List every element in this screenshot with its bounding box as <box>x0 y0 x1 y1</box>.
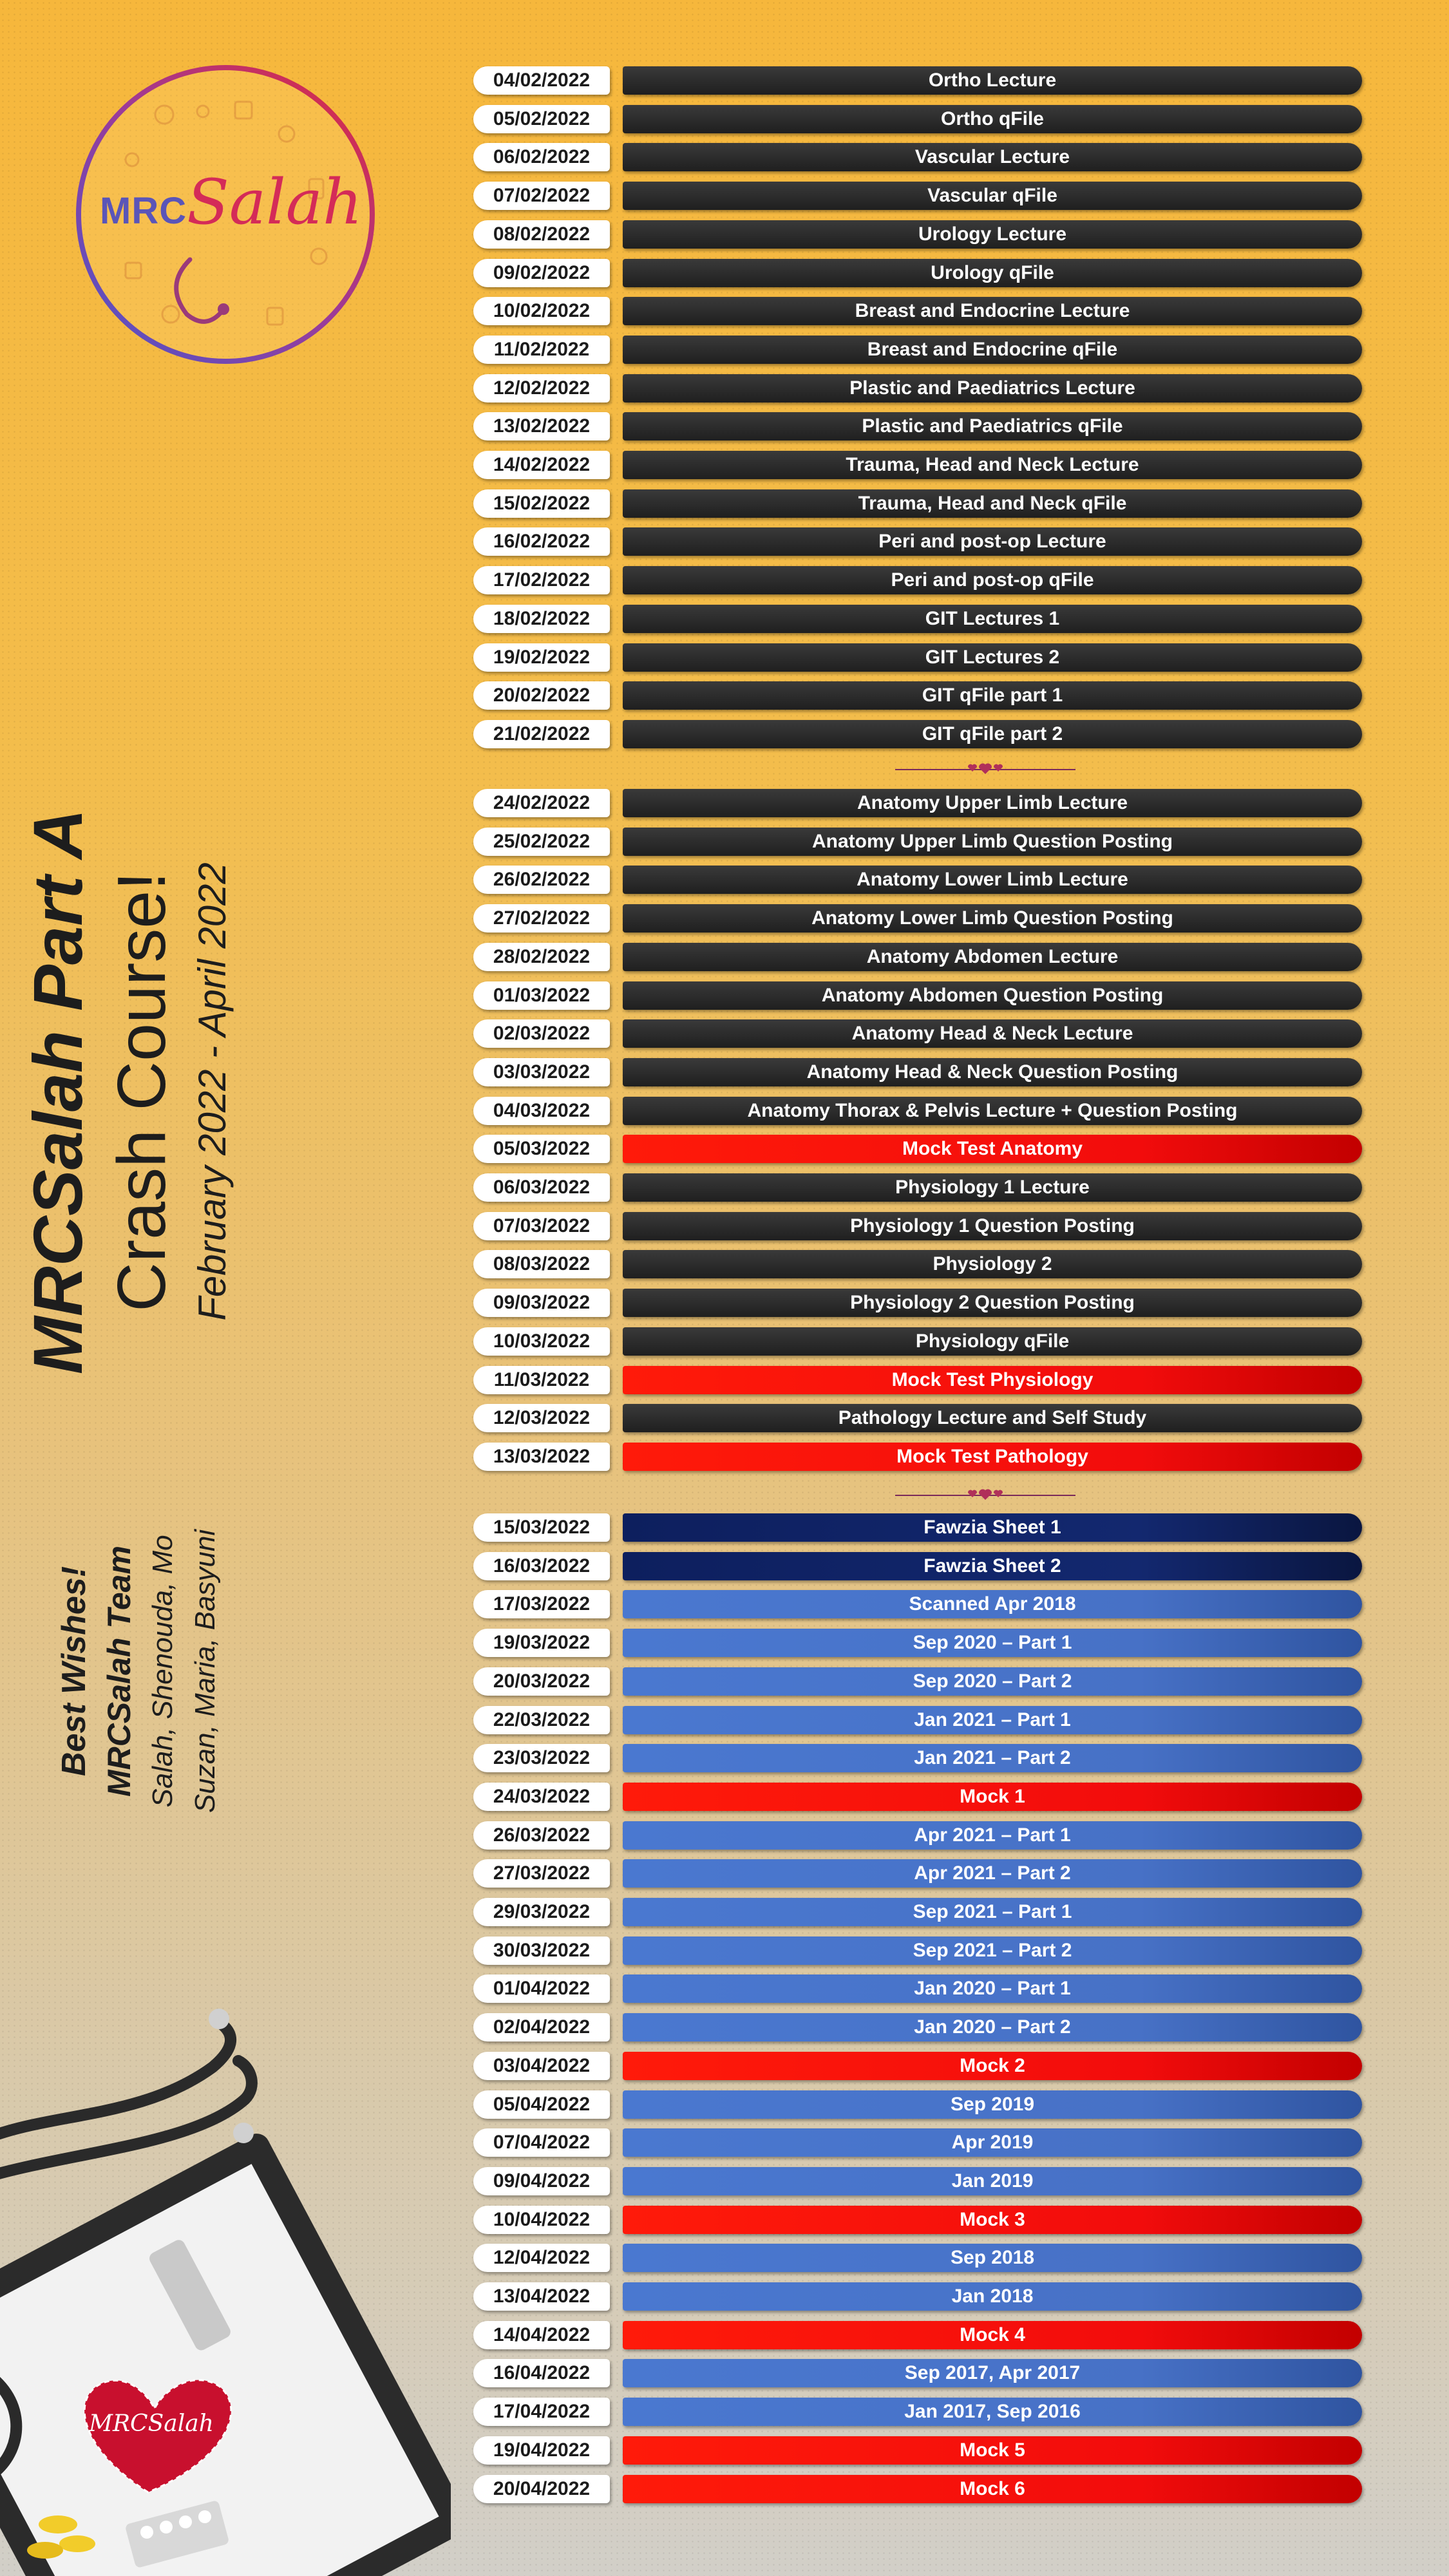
schedule-row <box>473 2244 1362 2272</box>
schedule-row <box>473 2128 1362 2157</box>
schedule-topic: Jan 2020 – Part 1 <box>623 1975 1362 2003</box>
schedule-date: 09/02/2022 <box>473 259 610 287</box>
schedule-row <box>473 2282 1362 2311</box>
schedule-date: 19/03/2022 <box>473 1629 610 1657</box>
schedule-topic: Sep 2017, Apr 2017 <box>623 2359 1362 2387</box>
schedule-row <box>473 66 1362 95</box>
schedule-row <box>473 1706 1362 1734</box>
schedule-date: 16/02/2022 <box>473 527 610 556</box>
schedule-row <box>473 1937 1362 1965</box>
schedule-row <box>473 297 1362 325</box>
schedule-topic: Breast and Endocrine qFile <box>623 336 1362 364</box>
schedule-topic: Sep 2021 – Part 2 <box>623 1937 1362 1965</box>
schedule-topic: Jan 2018 <box>623 2282 1362 2311</box>
schedule-topic: Trauma, Head and Neck Lecture <box>623 451 1362 479</box>
schedule-date: 24/03/2022 <box>473 1783 610 1811</box>
mock-test-topic: Mock Test Pathology <box>623 1443 1362 1471</box>
schedule-topic: Jan 2020 – Part 2 <box>623 2013 1362 2041</box>
schedule-topic: GIT qFile part 2 <box>623 720 1362 748</box>
schedule-row <box>473 1629 1362 1657</box>
schedule-topic: Urology qFile <box>623 259 1362 287</box>
schedule-topic: Anatomy Head & Neck Lecture <box>623 1019 1362 1048</box>
schedule-row <box>473 828 1362 856</box>
schedule-topic: Anatomy Upper Limb Question Posting <box>623 828 1362 856</box>
schedule-row <box>473 1859 1362 1888</box>
schedule-row <box>473 2475 1362 2503</box>
schedule-row <box>473 1366 1362 1394</box>
medical-decor-illustration <box>0 1984 451 2576</box>
course-dates: February 2022 - April 2022 <box>191 862 234 1321</box>
team-members-1: Salah, Shenouda, Mo <box>147 1535 178 1808</box>
mock-test-topic: Mock Test Anatomy <box>623 1135 1362 1163</box>
schedule-topic: Anatomy Thorax & Pelvis Lecture + Question Posting <box>623 1097 1362 1125</box>
schedule-date: 09/03/2022 <box>473 1289 610 1317</box>
schedule-date: 06/03/2022 <box>473 1173 610 1202</box>
schedule-row <box>473 981 1362 1010</box>
schedule-topic: GIT Lectures 1 <box>623 605 1362 633</box>
schedule-date: 17/02/2022 <box>473 566 610 594</box>
schedule-row <box>473 182 1362 210</box>
schedule-topic: Jan 2021 – Part 1 <box>623 1706 1362 1734</box>
course-title: MRCSalah Part A <box>19 808 97 1375</box>
schedule-date: 12/02/2022 <box>473 374 610 402</box>
schedule-topic: Anatomy Abdomen Question Posting <box>623 981 1362 1010</box>
schedule-row <box>473 2013 1362 2041</box>
schedule-date: 04/02/2022 <box>473 66 610 95</box>
schedule-row <box>473 1097 1362 1125</box>
section-divider-icon <box>889 1486 1082 1505</box>
schedule-topic: Jan 2019 <box>623 2167 1362 2195</box>
schedule-topic: Ortho Lecture <box>623 66 1362 95</box>
schedule-row <box>473 943 1362 971</box>
schedule-row <box>473 105 1362 133</box>
team-members-2: Suzan, Maria, Basyuni <box>189 1529 221 1814</box>
schedule-topic: Trauma, Head and Neck qFile <box>623 489 1362 518</box>
section-divider-icon <box>889 760 1082 779</box>
svg-text:MRCSalah: MRCSalah <box>89 2410 214 2437</box>
schedule-date: 17/03/2022 <box>473 1590 610 1618</box>
schedule-row <box>473 681 1362 710</box>
schedule-topic: Vascular qFile <box>623 182 1362 210</box>
schedule-topic: GIT qFile part 1 <box>623 681 1362 710</box>
schedule-topic: Apr 2021 – Part 2 <box>623 1859 1362 1888</box>
schedule-row <box>473 1590 1362 1618</box>
schedule-date: 14/02/2022 <box>473 451 610 479</box>
schedule-row <box>473 1212 1362 1240</box>
schedule-date: 27/02/2022 <box>473 904 610 933</box>
schedule-row <box>473 1898 1362 1926</box>
schedule-date: 08/02/2022 <box>473 220 610 249</box>
schedule-row <box>473 1513 1362 1542</box>
schedule-row <box>473 1250 1362 1278</box>
schedule-date: 05/02/2022 <box>473 105 610 133</box>
schedule-row <box>473 1058 1362 1086</box>
schedule-topic: Physiology 1 Lecture <box>623 1173 1362 1202</box>
wishes-heading: Best Wishes! <box>55 1566 93 1777</box>
schedule-row <box>473 1744 1362 1772</box>
schedule-row <box>473 2090 1362 2119</box>
mock-test-topic: Mock 6 <box>623 2475 1362 2503</box>
schedule-date: 12/03/2022 <box>473 1404 610 1432</box>
schedule-row <box>473 220 1362 249</box>
schedule-date: 13/02/2022 <box>473 412 610 440</box>
schedule-date: 20/03/2022 <box>473 1667 610 1696</box>
schedule-date: 26/03/2022 <box>473 1821 610 1850</box>
schedule-row <box>473 412 1362 440</box>
schedule-date: 01/04/2022 <box>473 1975 610 2003</box>
schedule-date: 21/02/2022 <box>473 720 610 748</box>
schedule-row <box>473 866 1362 894</box>
schedule-date: 02/04/2022 <box>473 2013 610 2041</box>
schedule-topic: Plastic and Paediatrics Lecture <box>623 374 1362 402</box>
schedule-topic: Fawzia Sheet 2 <box>623 1552 1362 1580</box>
schedule-date: 04/03/2022 <box>473 1097 610 1125</box>
schedule-date: 10/03/2022 <box>473 1327 610 1356</box>
schedule-topic: Anatomy Upper Limb Lecture <box>623 789 1362 817</box>
schedule-row <box>473 1173 1362 1202</box>
schedule-row <box>473 789 1362 817</box>
schedule-row <box>473 1289 1362 1317</box>
schedule-topic: Physiology 1 Question Posting <box>623 1212 1362 1240</box>
logo-prefix: MRC <box>100 190 187 232</box>
schedule-row <box>473 1404 1362 1432</box>
schedule-date: 23/03/2022 <box>473 1744 610 1772</box>
schedule-date: 02/03/2022 <box>473 1019 610 1048</box>
schedule-date: 20/02/2022 <box>473 681 610 710</box>
schedule-topic: Apr 2019 <box>623 2128 1362 2157</box>
schedule-date: 01/03/2022 <box>473 981 610 1010</box>
schedule-date: 05/03/2022 <box>473 1135 610 1163</box>
schedule-date: 09/04/2022 <box>473 2167 610 2195</box>
schedule-topic: Fawzia Sheet 1 <box>623 1513 1362 1542</box>
schedule-topic: Peri and post-op Lecture <box>623 527 1362 556</box>
schedule-topic: Peri and post-op qFile <box>623 566 1362 594</box>
schedule-row <box>473 1783 1362 1811</box>
mock-test-topic: Mock Test Physiology <box>623 1366 1362 1394</box>
schedule-date: 15/02/2022 <box>473 489 610 518</box>
schedule-row <box>473 451 1362 479</box>
schedule-row <box>473 1975 1362 2003</box>
schedule-date: 20/04/2022 <box>473 2475 610 2503</box>
schedule-topic: Physiology qFile <box>623 1327 1362 1356</box>
schedule-row <box>473 1552 1362 1580</box>
schedule-row <box>473 1821 1362 1850</box>
schedule-date: 06/02/2022 <box>473 143 610 171</box>
schedule-topic: Sep 2018 <box>623 2244 1362 2272</box>
schedule-row <box>473 1667 1362 1696</box>
schedule-topic: Anatomy Abdomen Lecture <box>623 943 1362 971</box>
schedule-date: 19/02/2022 <box>473 643 610 672</box>
schedule-date: 15/03/2022 <box>473 1513 610 1542</box>
schedule-date: 17/04/2022 <box>473 2398 610 2426</box>
schedule-topic: Anatomy Lower Limb Question Posting <box>623 904 1362 933</box>
schedule-date: 19/04/2022 <box>473 2436 610 2465</box>
schedule-topic: Jan 2017, Sep 2016 <box>623 2398 1362 2426</box>
mock-test-topic: Mock 5 <box>623 2436 1362 2465</box>
schedule-row <box>473 2436 1362 2465</box>
schedule-topic: Plastic and Paediatrics qFile <box>623 412 1362 440</box>
course-subtitle: Crash Course! <box>104 871 180 1312</box>
schedule-date: 25/02/2022 <box>473 828 610 856</box>
schedule-row <box>473 605 1362 633</box>
schedule-topic: Scanned Apr 2018 <box>623 1590 1362 1618</box>
schedule-date: 18/02/2022 <box>473 605 610 633</box>
schedule-topic: Physiology 2 <box>623 1250 1362 1278</box>
schedule-topic: Sep 2020 – Part 1 <box>623 1629 1362 1657</box>
schedule-row <box>473 2206 1362 2234</box>
schedule-date: 10/04/2022 <box>473 2206 610 2234</box>
schedule-date: 08/03/2022 <box>473 1250 610 1278</box>
schedule-topic: Sep 2021 – Part 1 <box>623 1898 1362 1926</box>
schedule-row <box>473 143 1362 171</box>
schedule-date: 16/04/2022 <box>473 2359 610 2387</box>
mock-test-topic: Mock 3 <box>623 2206 1362 2234</box>
schedule-row <box>473 1327 1362 1356</box>
schedule-date: 28/02/2022 <box>473 943 610 971</box>
schedule-row <box>473 566 1362 594</box>
schedule-topic: Vascular Lecture <box>623 143 1362 171</box>
schedule-date: 27/03/2022 <box>473 1859 610 1888</box>
schedule-date: 22/03/2022 <box>473 1706 610 1734</box>
schedule-date: 05/04/2022 <box>473 2090 610 2119</box>
schedule-date: 07/03/2022 <box>473 1212 610 1240</box>
schedule-topic: Anatomy Lower Limb Lecture <box>623 866 1362 894</box>
stethoscope-tip-icon <box>209 2009 229 2029</box>
schedule-date: 30/03/2022 <box>473 1937 610 1965</box>
schedule-date: 13/04/2022 <box>473 2282 610 2311</box>
schedule-topic: GIT Lectures 2 <box>623 643 1362 672</box>
schedule-row <box>473 2398 1362 2426</box>
schedule-topic: Pathology Lecture and Self Study <box>623 1404 1362 1432</box>
schedule-topic: Urology Lecture <box>623 220 1362 249</box>
schedule-date: 07/02/2022 <box>473 182 610 210</box>
logo-name: Salah <box>187 166 363 238</box>
schedule-row <box>473 904 1362 933</box>
schedule-date: 13/03/2022 <box>473 1443 610 1471</box>
clipboard-icon <box>0 2129 451 2576</box>
schedule-row <box>473 2359 1362 2387</box>
schedule-topic: Sep 2019 <box>623 2090 1362 2119</box>
schedule-date: 11/03/2022 <box>473 1366 610 1394</box>
schedule-date: 16/03/2022 <box>473 1552 610 1580</box>
schedule-date: 29/03/2022 <box>473 1898 610 1926</box>
schedule-row <box>473 1443 1362 1471</box>
schedule-topic: Jan 2021 – Part 2 <box>623 1744 1362 1772</box>
schedule-row <box>473 1135 1362 1163</box>
schedule-date: 11/02/2022 <box>473 336 610 364</box>
stethoscope-tip-icon <box>233 2123 254 2143</box>
schedule-date: 12/04/2022 <box>473 2244 610 2272</box>
schedule-row <box>473 1019 1362 1048</box>
schedule-date: 07/04/2022 <box>473 2128 610 2157</box>
schedule-topic: Ortho qFile <box>623 105 1362 133</box>
schedule-topic: Anatomy Head & Neck Question Posting <box>623 1058 1362 1086</box>
schedule-row <box>473 336 1362 364</box>
schedule-row <box>473 259 1362 287</box>
schedule-topic: Apr 2021 – Part 1 <box>623 1821 1362 1850</box>
mock-test-topic: Mock 2 <box>623 2052 1362 2080</box>
schedule-topic: Sep 2020 – Part 2 <box>623 1667 1362 1696</box>
schedule-date: 03/04/2022 <box>473 2052 610 2080</box>
schedule-row <box>473 489 1362 518</box>
mock-test-topic: Mock 4 <box>623 2321 1362 2349</box>
schedule-topic: Physiology 2 Question Posting <box>623 1289 1362 1317</box>
schedule-date: 10/02/2022 <box>473 297 610 325</box>
schedule-topic: Breast and Endocrine Lecture <box>623 297 1362 325</box>
schedule-date: 14/04/2022 <box>473 2321 610 2349</box>
schedule-row <box>473 527 1362 556</box>
schedule-row <box>473 2167 1362 2195</box>
mock-test-topic: Mock 1 <box>623 1783 1362 1811</box>
schedule-date: 26/02/2022 <box>473 866 610 894</box>
schedule-row <box>473 2052 1362 2080</box>
schedule-row <box>473 2321 1362 2349</box>
schedule-date: 24/02/2022 <box>473 789 610 817</box>
team-name: MRCSalah Team <box>101 1546 137 1797</box>
schedule-date: 03/03/2022 <box>473 1058 610 1086</box>
schedule-row <box>473 374 1362 402</box>
schedule-row <box>473 643 1362 672</box>
schedule-row <box>473 720 1362 748</box>
